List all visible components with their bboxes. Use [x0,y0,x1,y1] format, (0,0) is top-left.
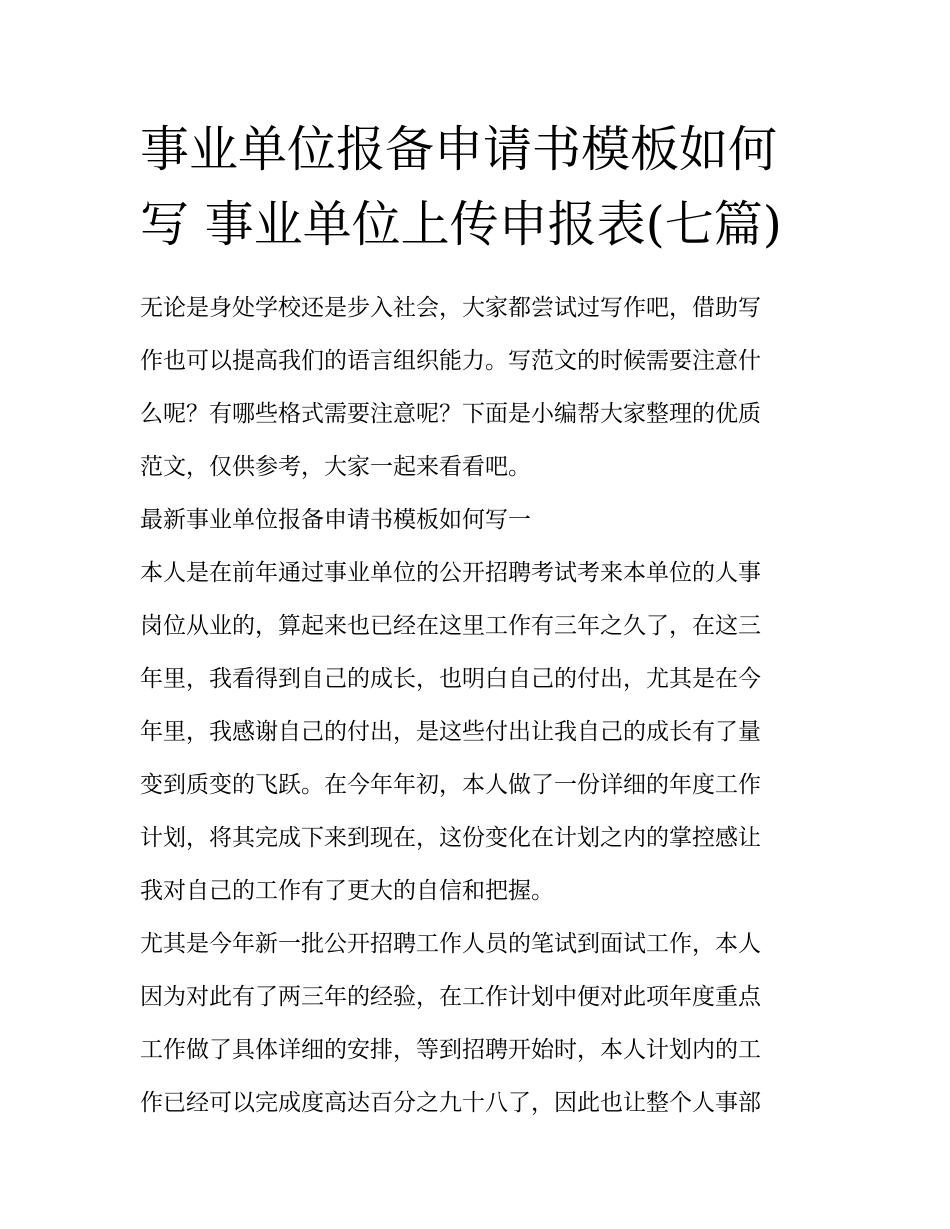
text-line: 计划，将其完成下来到现在，这份变化在计划之内的掌控感让 [140,825,761,851]
body-paragraph-1 [140,547,812,918]
text-line: 作也可以提高我们的语言组织能力。写范文的时候需要注意什 [140,348,761,374]
intro-paragraph [140,282,812,494]
section-heading-text: 最新事业单位报备申请书模板如何写一 [140,507,531,533]
title-line-1: 事业单位报备申请书模板如何 [140,121,778,178]
text-line: 无论是身处学校还是步入社会，大家都尝试过写作吧，借助写 [140,295,761,321]
text-line: 年里，我感谢自己的付出，是这些付出让我自己的成长有了量 [140,719,761,745]
text-line: 工作做了具体详细的安排，等到招聘开始时，本人计划内的工 [140,1037,761,1063]
text-line: 作已经可以完成度高达百分之九十八了，因此也让整个人事部 [140,1090,761,1116]
text-line: 变到质变的飞跃。在今年年初，本人做了一份详细的年度工作 [140,772,761,798]
document-body [140,282,812,1130]
text-line: 因为对此有了两三年的经验，在工作计划中便对此项年度重点 [140,984,761,1010]
title-line-2: 写 事业单位上传申报表(七篇) [140,196,782,253]
text-line: 年里，我看得到自己的成长，也明白自己的付出，尤其是在今 [140,666,761,692]
text-line: 范文，仅供参考，大家一起来看看吧。 [140,454,531,480]
text-line: 岗位从业的，算起来也已经在这里工作有三年之久了，在这三 [140,613,761,639]
text-line: 本人是在前年通过事业单位的公开招聘考试考来本单位的人事 [140,560,761,586]
body-paragraph-2 [140,918,812,1130]
text-line: 尤其是今年新一批公开招聘工作人员的笔试到面试工作，本人 [140,931,761,957]
page-title [140,112,812,262]
document-page [140,112,812,1130]
text-line: 么呢？有哪些格式需要注意呢？下面是小编帮大家整理的优质 [140,401,761,427]
text-line: 我对自己的工作有了更大的自信和把握。 [140,878,554,904]
section-heading [140,494,812,547]
